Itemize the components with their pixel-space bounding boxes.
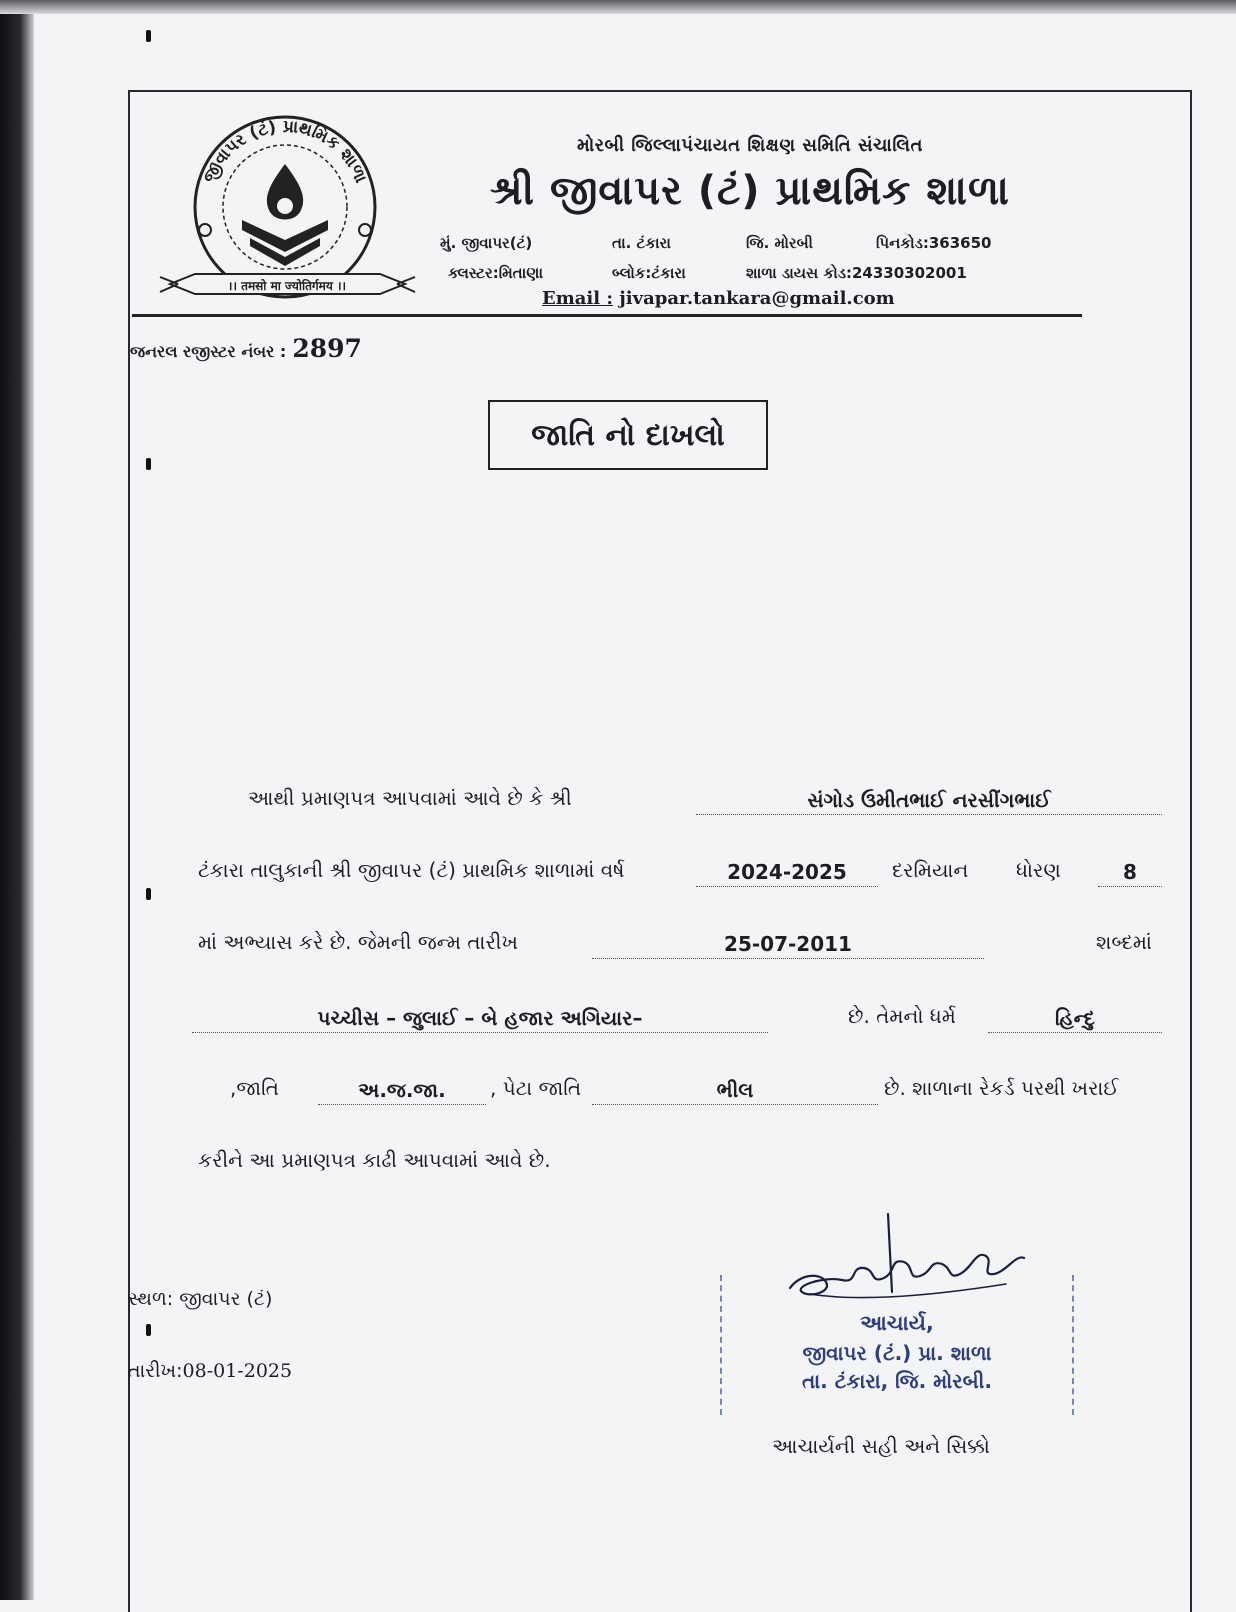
taluka: તા. ટંકારા bbox=[612, 234, 671, 252]
scan-shadow-top bbox=[0, 0, 1236, 14]
email-address: jivapar.tankara@gmail.com bbox=[619, 288, 895, 309]
stamp-line1: આચાર્ય, bbox=[860, 1311, 934, 1335]
managing-committee: મોરબી જિલ્લાપંચાયત શિક્ષણ સમિતિ સંચાલિત bbox=[577, 135, 923, 156]
place-label: સ્થળ: bbox=[128, 1288, 174, 1310]
subcaste-label: , પેટા જાતિ bbox=[490, 1076, 582, 1100]
religion-label: છે. તેમનો ધર્મ bbox=[848, 1004, 956, 1028]
place-row bbox=[128, 1288, 272, 1310]
student-name: સંગોડ ઉમીતભાઈ નરસીંગભાઈ bbox=[696, 786, 1162, 815]
scan-speck bbox=[146, 30, 151, 42]
line2-text: ટંકારા તાલુકાની શ્રી જીવાપર (ટં) પ્રાથમિક શાળામાં વર્ષ bbox=[198, 858, 625, 882]
scan-speck bbox=[146, 1324, 151, 1336]
date-of-birth: 25-07-2011 bbox=[592, 930, 984, 959]
line5-tail: છે. શાળાના રેકર્ડ પરથી ખરાઈ bbox=[884, 1076, 1119, 1100]
line3-text: માં અભ્યાસ કરે છે. જેમની જન્મ તારીખ bbox=[198, 930, 518, 954]
stamp-line2: જીવાપર (ટં.) પ્રા. શાળા bbox=[802, 1341, 992, 1365]
scan-speck bbox=[146, 458, 151, 470]
caste-value: અ.જ.જા. bbox=[318, 1076, 486, 1105]
certificate-title: જાતિ નો દાખલો bbox=[488, 400, 768, 470]
cluster: ક્લસ્ટર:મિતાણા bbox=[448, 264, 544, 282]
academic-year: 2024-2025 bbox=[696, 858, 878, 887]
standard-value: 8 bbox=[1098, 858, 1162, 887]
date-row bbox=[128, 1360, 292, 1382]
scan-shadow-edge bbox=[0, 0, 34, 1600]
district: જિ. મોરબી bbox=[746, 234, 813, 252]
school-logo bbox=[150, 112, 425, 312]
stamp-line3: તા. ટંકારા, જિ. મોરબી. bbox=[801, 1369, 993, 1393]
school-email bbox=[542, 288, 895, 309]
register-label: જનરલ રજીસ્ટર નંબર : bbox=[130, 342, 287, 361]
standard-label: ધોરણ bbox=[1016, 858, 1061, 882]
caste-label: ,જાતિ bbox=[230, 1076, 279, 1100]
in-words-label: શબ્દમાં bbox=[1096, 930, 1152, 954]
place-value: જીવાપર (ટં) bbox=[179, 1288, 273, 1310]
village: મું. જીવાપર(ટં) bbox=[440, 234, 533, 252]
scan-speck bbox=[146, 888, 151, 900]
email-label: Email : bbox=[542, 288, 614, 309]
issue-date: 08-01-2025 bbox=[182, 1360, 293, 1382]
pincode: પિનકોડ:363650 bbox=[876, 234, 992, 252]
school-name: શ્રી જીવાપર (ટં) પ્રાથમિક શાળા bbox=[490, 168, 1010, 214]
religion-value: હિન્દુ bbox=[988, 1004, 1162, 1033]
line6-text: કરીને આ પ્રમાણપત્ર કાઢી આપવામાં આવે છે. bbox=[198, 1148, 551, 1172]
principal-signature bbox=[780, 1210, 1030, 1310]
dob-in-words: પચ્ચીસ – જુલાઈ – બે હજાર અગિયાર– bbox=[192, 1004, 768, 1033]
register-number: 2897 bbox=[292, 334, 362, 363]
date-label: તારીખ: bbox=[128, 1360, 183, 1382]
line1-text: આથી પ્રમાણપત્ર આપવામાં આવે છે કે શ્રી bbox=[248, 786, 572, 810]
block: બ્લોક:ટંકારા bbox=[612, 264, 686, 282]
dise-code: શાળા ડાયસ કોડ:24330302001 bbox=[746, 264, 967, 282]
header-rule bbox=[132, 314, 1082, 317]
signature-caption: આચાર્યની સહી અને સિક્કો bbox=[772, 1434, 990, 1458]
logo-motto: ।। तमसो मा ज्योतिर्गमय ।। bbox=[227, 279, 347, 293]
during-label: દરમિયાન bbox=[892, 858, 969, 882]
general-register bbox=[130, 334, 362, 363]
logo-ring-text: જીવાપર (ટં) પ્રાથમિક શાળા bbox=[199, 116, 371, 187]
subcaste-value: ભીલ bbox=[592, 1076, 878, 1105]
